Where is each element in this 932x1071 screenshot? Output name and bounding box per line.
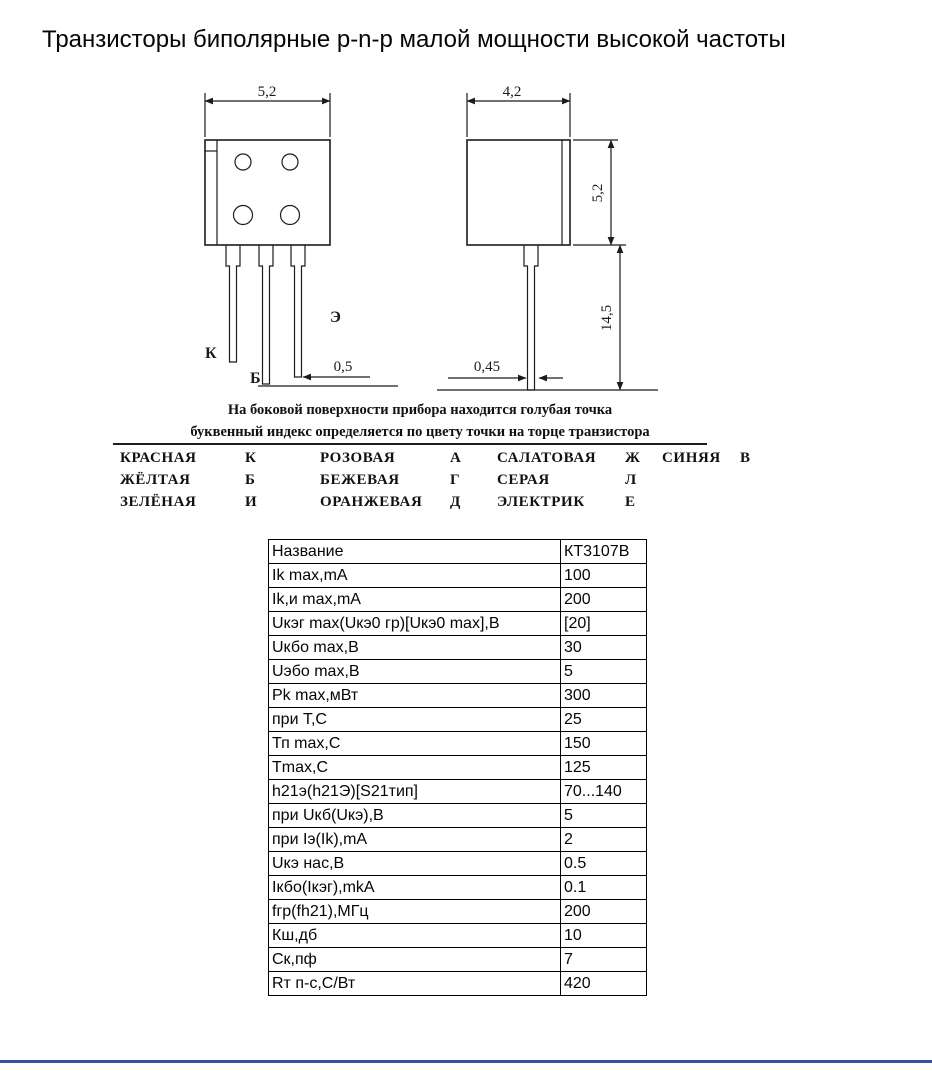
spec-header-value: КТ3107В — [561, 540, 647, 564]
param-value-cell: 0.1 — [561, 876, 647, 900]
param-name-cell: Uкэг max(Uкэ0 гр)[Uкэ0 max],В — [269, 612, 561, 636]
pin-side-view — [524, 245, 538, 390]
side-width-dimension — [467, 84, 570, 137]
table-row — [269, 876, 647, 900]
color-name: СИНЯЯ — [662, 450, 721, 466]
param-value-cell: 200 — [561, 588, 647, 612]
hole — [235, 154, 251, 170]
collector-pin — [226, 245, 240, 362]
param-name-cell: Uэбо max,В — [269, 660, 561, 684]
param-value-cell: 7 — [561, 948, 647, 972]
package-body-front — [205, 140, 330, 245]
color-name: ЗЕЛЁНАЯ — [120, 494, 197, 510]
table-row — [269, 804, 647, 828]
param-value-cell: 30 — [561, 636, 647, 660]
param-name-cell: h21э(h21Э)[S21тип] — [269, 780, 561, 804]
collector-pin-label: К — [205, 345, 217, 362]
spec-table-body — [269, 540, 647, 996]
front-view — [205, 84, 398, 387]
base-pin-label: Б — [250, 370, 261, 387]
note-line-2: буквенный индекс определяется по цвету точки на торце транзистора — [190, 424, 650, 440]
color-code-row — [120, 472, 800, 494]
color-letter: А — [450, 450, 462, 466]
note-line-1: На боковой поверхности прибора находится голубая точка — [227, 402, 613, 418]
color-letter: Д — [450, 494, 461, 510]
param-value-cell: 100 — [561, 564, 647, 588]
color-name: ЭЛЕКТРИК — [497, 494, 585, 510]
param-name-cell: Uкбо max,В — [269, 636, 561, 660]
table-row — [269, 756, 647, 780]
color-code-row — [120, 494, 800, 516]
color-letter: Ж — [625, 450, 641, 466]
param-value-cell: 5 — [561, 804, 647, 828]
side-height-dimension — [573, 140, 626, 245]
table-row — [269, 660, 647, 684]
param-value-cell: 200 — [561, 900, 647, 924]
color-letter: Л — [625, 472, 637, 488]
color-letter: Г — [450, 472, 461, 488]
color-letter: И — [245, 494, 258, 510]
color-code-row — [120, 450, 800, 472]
page-title: Транзисторы биполярные p-n-p малой мощности высокой частоты — [42, 26, 786, 53]
table-row — [269, 684, 647, 708]
param-name-cell: при Uкб(Uкэ),В — [269, 804, 561, 828]
emitter-pin-label: Э — [330, 309, 341, 326]
color-code-table — [120, 450, 800, 518]
table-row — [269, 636, 647, 660]
side-height-label: 5,2 — [590, 183, 606, 203]
table-row — [269, 588, 647, 612]
color-letter: В — [740, 450, 751, 466]
table-row — [269, 924, 647, 948]
base-pin — [259, 245, 273, 384]
param-value-cell: 125 — [561, 756, 647, 780]
spec-header-name: Название — [269, 540, 561, 564]
color-name: КРАСНАЯ — [120, 450, 197, 466]
pin-width-label-front: 0,5 — [333, 359, 353, 375]
param-name-cell: при Т,С — [269, 708, 561, 732]
color-name: САЛАТОВАЯ — [497, 450, 597, 466]
table-row — [269, 708, 647, 732]
table-row — [269, 828, 647, 852]
color-letter: Е — [625, 494, 636, 510]
package-body-side — [467, 140, 570, 245]
table-row — [269, 732, 647, 756]
param-name-cell: Uкэ нас,В — [269, 852, 561, 876]
hole — [281, 206, 300, 225]
pin-length-label: 14,5 — [599, 304, 615, 332]
param-name-cell: Pk max,мВт — [269, 684, 561, 708]
param-value-cell: 10 — [561, 924, 647, 948]
table-row — [269, 564, 647, 588]
param-name-cell: fгр(fh21),МГц — [269, 900, 561, 924]
param-value-cell: 70...140 — [561, 780, 647, 804]
param-name-cell: Ik,и max,mA — [269, 588, 561, 612]
param-value-cell: 150 — [561, 732, 647, 756]
param-value-cell: 25 — [561, 708, 647, 732]
hole — [282, 154, 298, 170]
pin-width-dimension-front — [303, 359, 370, 377]
param-value-cell: 300 — [561, 684, 647, 708]
param-value-cell: [20] — [561, 612, 647, 636]
param-name-cell: при Iэ(Ik),mA — [269, 828, 561, 852]
footer-scan-line — [0, 1060, 932, 1063]
color-name: ОРАНЖЕВАЯ — [320, 494, 423, 510]
divider-line — [113, 443, 707, 445]
param-name-cell: Iкбо(Iкэг),mkA — [269, 876, 561, 900]
param-value-cell: 5 — [561, 660, 647, 684]
pin-thickness-dimension — [448, 359, 563, 378]
spec-header-row — [269, 540, 647, 564]
param-value-cell: 2 — [561, 828, 647, 852]
color-name: РОЗОВАЯ — [320, 450, 396, 466]
pin-length-dimension — [599, 245, 620, 390]
table-row — [269, 900, 647, 924]
spec-table — [268, 539, 647, 996]
color-name: БЕЖЕВАЯ — [320, 472, 400, 488]
param-name-cell: Tmax,С — [269, 756, 561, 780]
front-width-dimension — [205, 84, 330, 137]
color-letter: Б — [245, 472, 256, 488]
hole — [234, 206, 253, 225]
front-width-label: 5,2 — [257, 84, 277, 100]
color-name: СЕРАЯ — [497, 472, 550, 488]
pin-thickness-label: 0,45 — [473, 359, 501, 375]
param-name-cell: Кш,дб — [269, 924, 561, 948]
param-name-cell: Rт п-с,С/Вт — [269, 972, 561, 996]
table-row — [269, 612, 647, 636]
param-value-cell: 0.5 — [561, 852, 647, 876]
param-value-cell: 420 — [561, 972, 647, 996]
side-width-label: 4,2 — [502, 84, 522, 100]
color-letter: К — [245, 450, 257, 466]
table-row — [269, 852, 647, 876]
param-name-cell: Тп max,С — [269, 732, 561, 756]
side-view — [437, 84, 658, 390]
package-drawing — [0, 70, 932, 410]
note-block — [120, 399, 720, 443]
param-name-cell: Ск,пф — [269, 948, 561, 972]
param-name-cell: Ik max,mA — [269, 564, 561, 588]
table-row — [269, 972, 647, 996]
table-row — [269, 948, 647, 972]
emitter-pin — [291, 245, 305, 377]
color-name: ЖЁЛТАЯ — [120, 472, 191, 488]
table-row — [269, 780, 647, 804]
